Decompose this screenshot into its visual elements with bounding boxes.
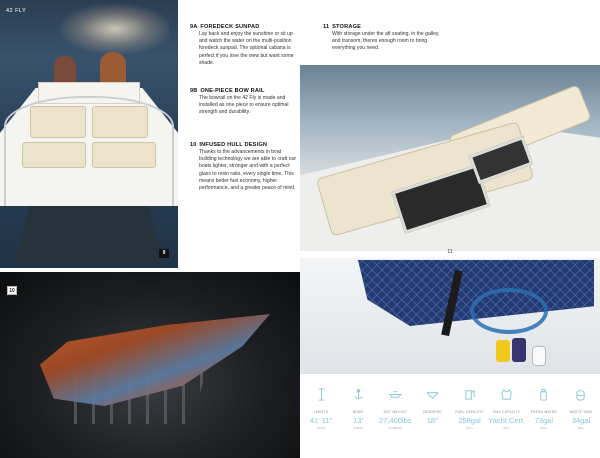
feature-hull-design	[190, 142, 298, 192]
spec-label: DEADRISE	[423, 410, 442, 414]
feature-body: Thanks to the advancements in boat building technology we are able to craft our boats lighter, stronger and with a perfect glass to resin ratio, every single time. This means better fuel economy, higher performance, and a greater peace of mind.	[199, 149, 297, 192]
spec-label: WASTE TANK	[569, 410, 593, 414]
navy-container	[512, 338, 526, 362]
spec-label: FRESH WATER	[530, 410, 557, 414]
spec-deadrise	[417, 382, 447, 452]
feature-body: Lay back and enjoy the sunshine or sit up and watch the water on the multi-position foredeck sunpad. The optional cabana is perfect if you love the view but want some shade.	[199, 31, 294, 66]
feature-title: FOREDECK SUNPAD	[200, 24, 260, 30]
spec-sub: 276 L	[540, 426, 548, 430]
feature-title: ONE-PIECE BOW RAIL	[200, 88, 265, 94]
feature-heading	[190, 88, 298, 94]
feature-foredeck-sunpad	[190, 24, 298, 67]
spec-sub: 977 L	[466, 426, 474, 430]
spec-label: MAX CAPACITY	[493, 410, 521, 414]
spec-max-capacity	[488, 382, 526, 452]
spec-value: 34gal	[571, 416, 591, 425]
foredeck-sunpad-photo	[0, 0, 178, 268]
spec-sub: 3.96 M	[353, 426, 363, 430]
anchor-beam-icon	[351, 386, 365, 402]
spec-dry-weight	[380, 382, 410, 452]
feature-title: STORAGE	[332, 24, 362, 30]
feature-body: The bowrail on the 42 Fly is made and installed as one piece to ensure optimal strength and durability.	[199, 95, 289, 116]
spec-label: BEAM	[353, 410, 364, 414]
spec-label: LENGTH	[313, 410, 329, 414]
bow-rail	[4, 96, 174, 206]
spec-value: 27,400lbs	[379, 416, 412, 425]
spec-value: 41' 11"	[309, 416, 333, 425]
spec-sub: 129 L	[577, 426, 585, 430]
sun-glare	[60, 4, 170, 54]
spec-label: DRY WEIGHT	[383, 410, 407, 414]
life-vest-icon	[500, 386, 514, 402]
hose-coil	[470, 288, 548, 334]
infused-hull-photo	[0, 272, 300, 458]
spec-value: 258gal	[458, 416, 481, 425]
spec-value: 73gal	[534, 416, 554, 425]
fuel-pump-icon	[463, 386, 477, 402]
transom-locker-photo	[300, 258, 600, 374]
photo-number-9: 9	[159, 249, 169, 258]
water-bottle-icon	[537, 386, 551, 402]
spec-fresh-water	[529, 382, 559, 452]
spec-value: Yacht Cert.	[488, 416, 526, 425]
feature-heading	[323, 24, 448, 30]
ruler-vertical-icon	[314, 386, 328, 402]
feature-number: 11	[323, 24, 330, 30]
spec-beam	[343, 382, 373, 452]
feature-bow-rail	[190, 88, 298, 117]
feature-storage	[323, 24, 448, 53]
boat-weight-icon	[388, 386, 402, 402]
spec-bar	[306, 382, 596, 452]
feature-body: With storage under the aft seating, in the galley, and transom, theres enough room to bring everything you need.	[332, 31, 440, 52]
spec-sub: 12,428 KG	[388, 426, 402, 430]
feature-heading	[190, 142, 298, 148]
deadrise-icon	[425, 386, 439, 402]
yellow-container	[496, 340, 510, 362]
aft-storage-photo	[300, 65, 600, 251]
spec-length	[306, 382, 336, 452]
feature-number: 9A	[190, 24, 198, 30]
white-bottle	[532, 346, 546, 366]
spec-value: 13'	[353, 416, 364, 425]
spec-value: 18°	[426, 416, 439, 425]
spec-fuel	[455, 382, 485, 452]
hull-mold	[40, 314, 270, 406]
spec-label: FUEL CAPACITY	[455, 410, 484, 414]
photo-number-10: 10	[7, 286, 17, 295]
feature-number: 9B	[190, 88, 198, 94]
spec-waste-tank	[566, 382, 596, 452]
feature-heading	[190, 24, 298, 30]
windshield	[14, 206, 164, 264]
feature-title: INFUSED HULL DESIGN	[199, 142, 268, 148]
photo-number-11: 11	[447, 249, 453, 255]
waste-tank-icon	[574, 386, 588, 402]
person-right	[100, 52, 126, 86]
page-folio: 42 FLY	[6, 8, 27, 14]
feature-number: 10	[190, 142, 197, 148]
spec-sub: 12.8 M	[316, 426, 326, 430]
spec-sub: CE C	[503, 426, 511, 430]
